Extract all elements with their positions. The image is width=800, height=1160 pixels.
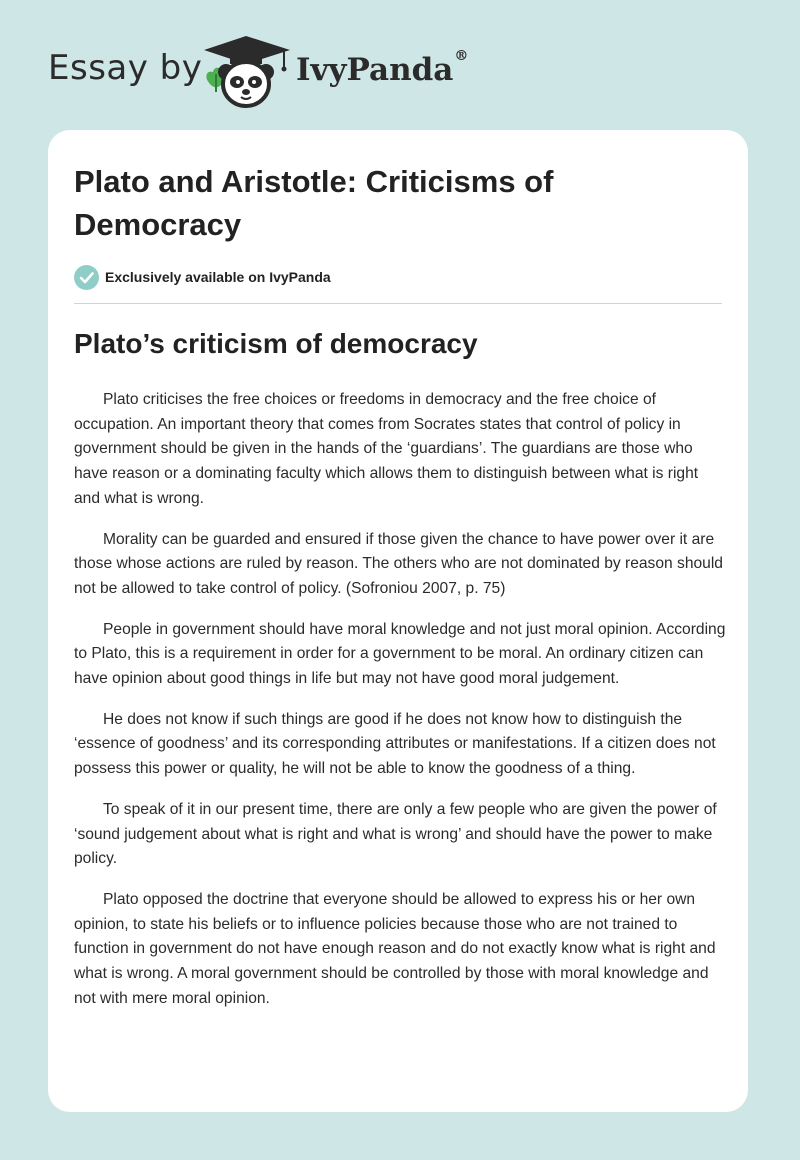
- exclusive-badge: [74, 264, 331, 290]
- essay-body: [74, 388, 726, 1027]
- exclusive-badge-label: Exclusively available on IvyPanda: [105, 269, 331, 285]
- site-header: [0, 0, 800, 130]
- paragraph: People in government should have moral knowledge and not just moral opinion. According to Plato, this is a requirement in order for a government to be moral. An ordinary citizen can have opinion about good things in life but may not have good moral judgement.: [74, 620, 726, 688]
- essay-card: [48, 130, 748, 1112]
- paragraph: To speak of it in our present time, there are only a few people who are given the power of ‘sound judgement about what is right and what is wrong’ and should have the power to make policy.: [74, 800, 717, 868]
- paragraph: Morality can be guarded and ensured if those given the chance to have power over it are those whose actions are ruled by reason. The others who are not dominated by reason should not be allowed to take control of policy. (Sofroniou 2007, p. 75): [74, 530, 723, 597]
- essay-title: Plato and Aristotle: Criticisms of Democracy: [74, 164, 554, 242]
- essay-by-label: Essay by: [48, 48, 203, 88]
- section-heading: Plato’s criticism of democracy: [74, 328, 478, 359]
- paragraph: Plato criticises the free choices or freedoms in democracy and the free choice of occupation. An important theory that comes from Socrates states that control of policy in government should be given in the hands of the ‘guardians’. The guardians are those who have reason or a dominating faculty which allows them to distinguish between what is right and what is wrong.: [74, 391, 699, 507]
- check-circle-icon: [74, 265, 99, 290]
- paragraph: Plato opposed the doctrine that everyone should be allowed to express his or her own opinion, to state his beliefs or to influence policies because those who are not trained to function in government do not have enough reason and do not exactly know what is right and what is wrong. A moral government should be controlled by those with moral knowledge and not with mere moral opinion.: [74, 890, 716, 1007]
- paragraph: He does not know if such things are good if he does not know how to distinguish the ‘essence of goodness’ and its corresponding attributes or manifestations. If a citizen does not possess this power or quality, he will not be able to know the goodness of a thing.: [74, 710, 716, 778]
- brand-logo-text[interactable]: IvyPanda®: [296, 48, 469, 88]
- panda-graduate-icon[interactable]: [200, 34, 292, 110]
- divider: [74, 303, 722, 304]
